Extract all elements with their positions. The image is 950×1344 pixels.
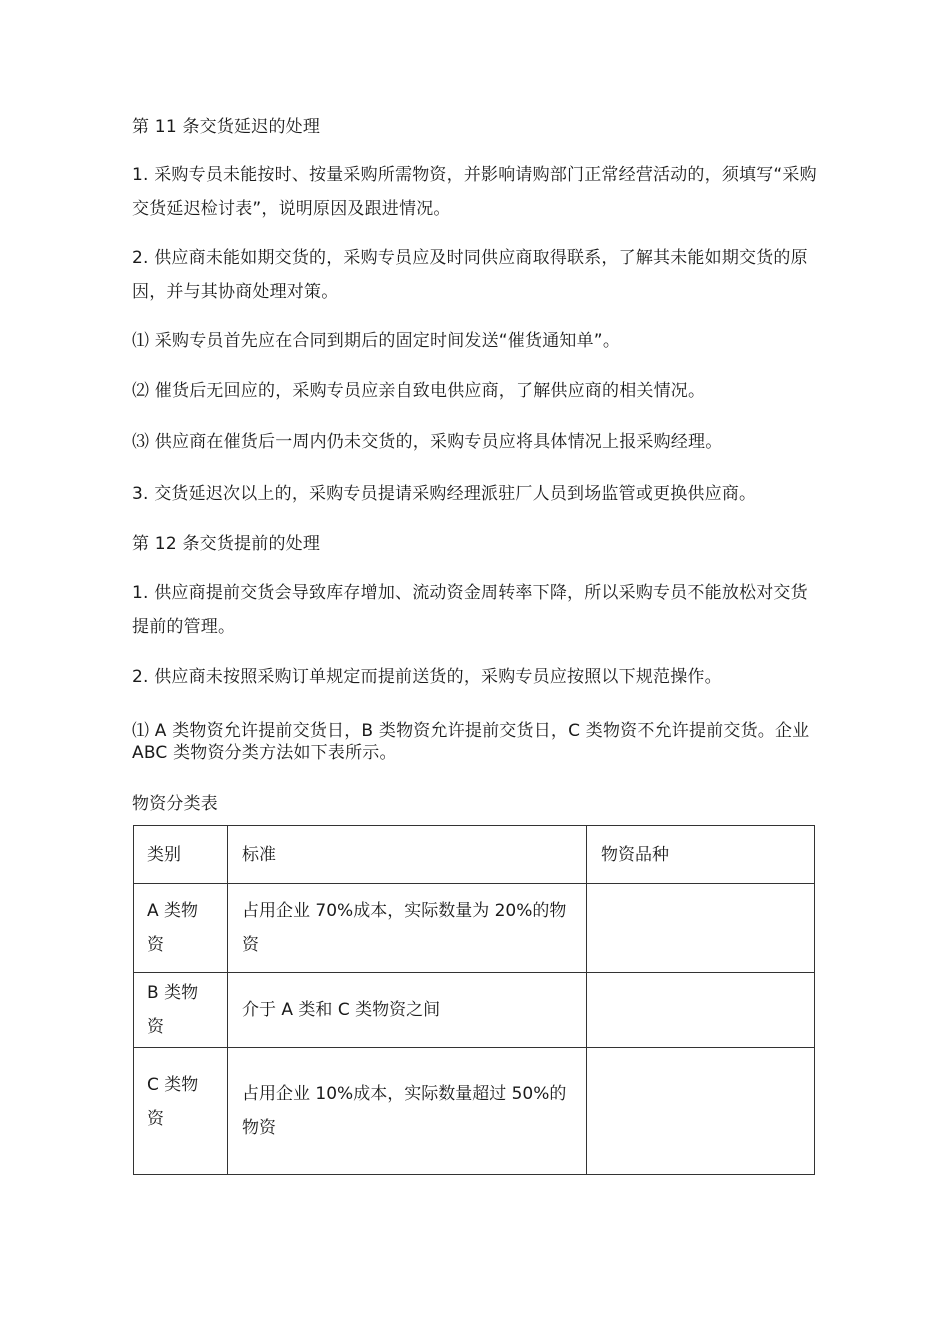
material-classification-table bbox=[133, 825, 815, 1175]
cell-category: B 类物资 bbox=[134, 973, 228, 1048]
table-header-row bbox=[134, 826, 815, 884]
article-11-item-1: 1. 采购专员未能按时、按量采购所需物资，并影响请购部门正常经营活动的，须填写“采购交货延迟检讨表”，说明原因及跟进情况。 bbox=[132, 165, 817, 219]
table-caption: 物资分类表 bbox=[132, 794, 218, 814]
cell-variety bbox=[587, 973, 815, 1048]
article-11-heading: 第 11 条交货延迟的处理 bbox=[132, 117, 321, 137]
article-11-sub-3: ⑶ 供应商在催货后一周内仍未交货的，采购专员应将具体情况上报采购经理。 bbox=[132, 432, 723, 452]
header-standard: 标准 bbox=[228, 826, 587, 884]
table-row bbox=[134, 884, 815, 973]
article-11-item-3: 3. 交货延迟次以上的，采购专员提请采购经理派驻厂人员到场监管或更换供应商。 bbox=[132, 484, 757, 504]
cell-category: C 类物资 bbox=[134, 1048, 228, 1175]
cell-variety bbox=[587, 884, 815, 973]
cell-standard: 占用企业 10%成本，实际数量超过 50%的物资 bbox=[228, 1048, 587, 1175]
table-row bbox=[134, 1048, 815, 1175]
article-11-item-2: 2. 供应商未能如期交货的，采购专员应及时同供应商取得联系，了解其未能如期交货的原因，并与其协商处理对策。 bbox=[132, 248, 808, 302]
table-row bbox=[134, 973, 815, 1048]
article-12-item-2: 2. 供应商未按照采购订单规定而提前送货的，采购专员应按照以下规范操作。 bbox=[132, 667, 722, 687]
article-11-sub-2: ⑵ 催货后无回应的，采购专员应亲自致电供应商，了解供应商的相关情况。 bbox=[132, 381, 706, 401]
cell-standard: 介于 A 类和 C 类物资之间 bbox=[228, 973, 587, 1048]
cell-variety bbox=[587, 1048, 815, 1175]
header-variety: 物资品种 bbox=[587, 826, 815, 884]
header-category: 类别 bbox=[134, 826, 228, 884]
article-12-heading: 第 12 条交货提前的处理 bbox=[132, 534, 321, 554]
cell-category: A 类物资 bbox=[134, 884, 228, 973]
article-12-sub-1: ⑴ A 类物资允许提前交货日，B 类物资允许提前交货日，C 类物资不允许提前交货。企业 ABC 类物资分类方法如下表所示。 bbox=[132, 721, 810, 763]
cell-standard: 占用企业 70%成本，实际数量为 20%的物资 bbox=[228, 884, 587, 973]
article-12-item-1: 1. 供应商提前交货会导致库存增加、流动资金周转率下降，所以采购专员不能放松对交货提前的管理。 bbox=[132, 583, 808, 637]
article-11-sub-1: ⑴ 采购专员首先应在合同到期后的固定时间发送“催货通知单”。 bbox=[132, 331, 621, 351]
